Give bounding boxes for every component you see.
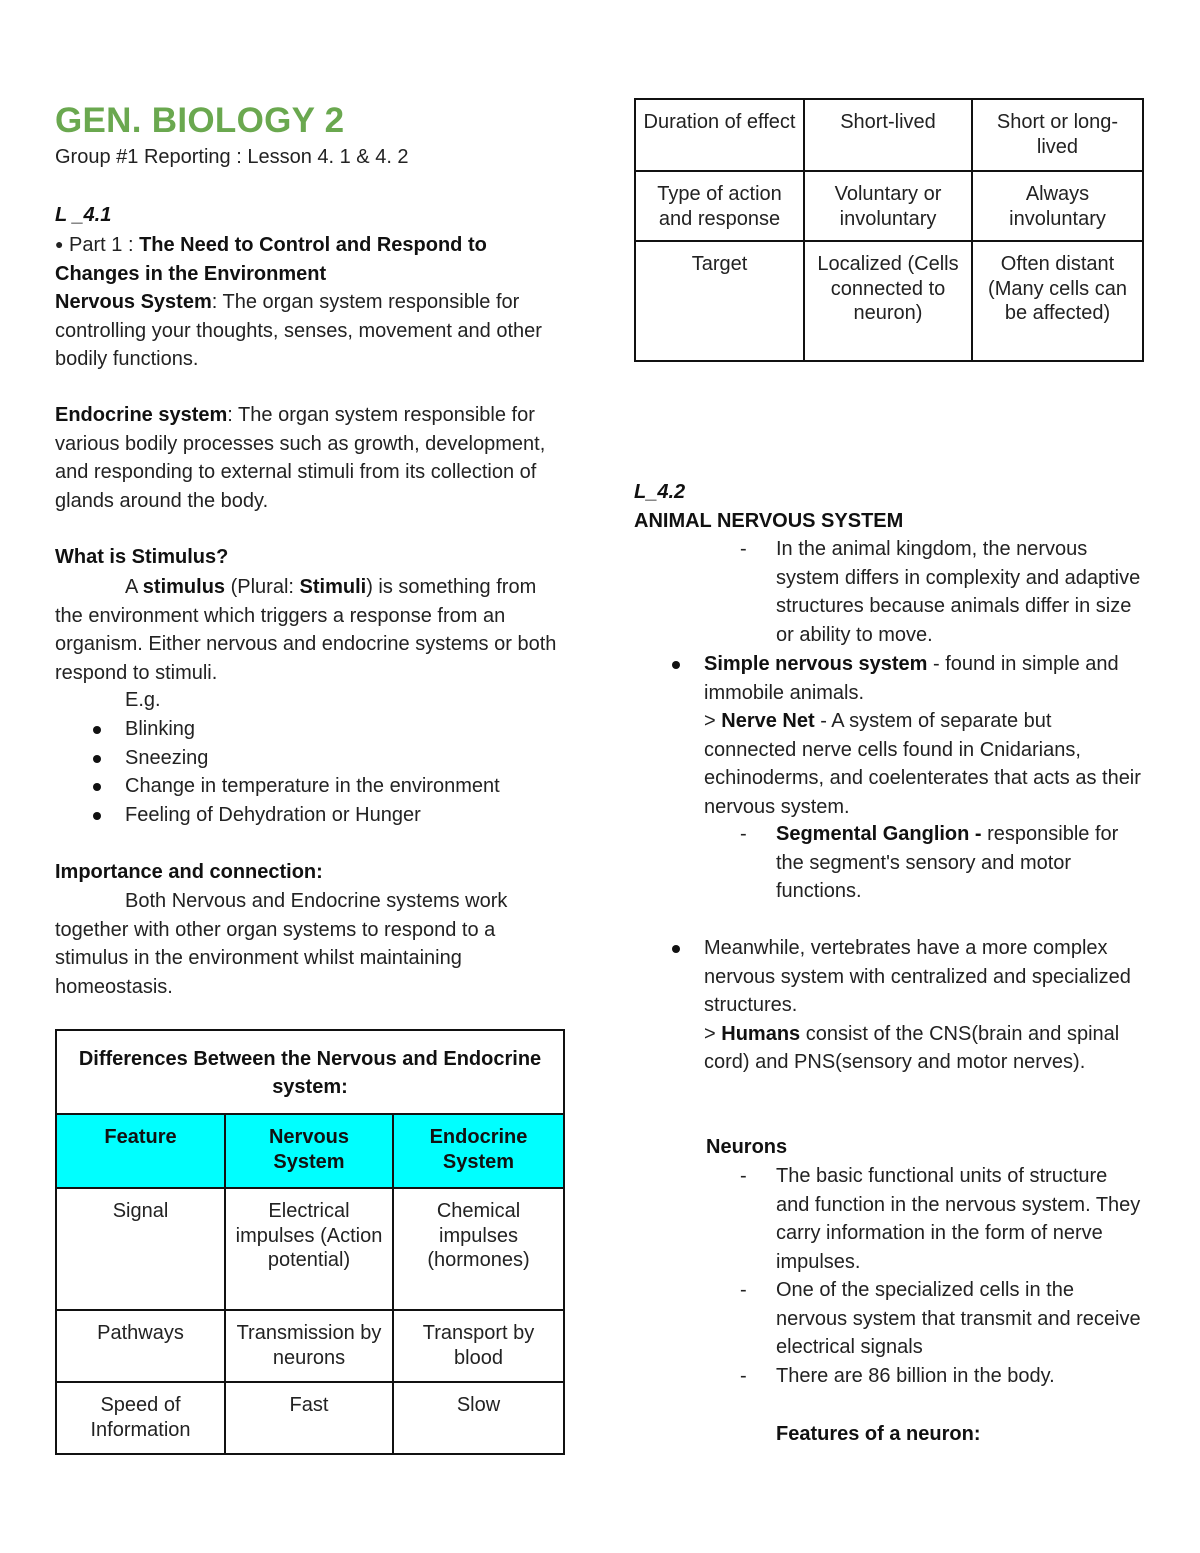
table-cell: Transmission by neurons: [225, 1310, 393, 1382]
table-cell: Often distant (Many cells can be affected): [972, 241, 1143, 361]
stimulus-examples-list: [55, 715, 567, 829]
endocrine-system-definition: Endocrine system: The organ system responsible for various bodily processes such as growth, development, and responding to external stimuli from its collection of glands around the body.: [55, 404, 546, 512]
table-cell: Duration of effect: [635, 99, 804, 171]
table-cell: Type of action and response: [635, 171, 804, 241]
importance-heading: Importance and connection:: [55, 861, 323, 883]
table-cell: Signal: [56, 1188, 225, 1310]
table-cell: Localized (Cells connected to neuron): [804, 241, 972, 361]
list-item: Sneezing: [55, 744, 567, 773]
section-title: ANIMAL NERVOUS SYSTEM: [634, 510, 904, 532]
lesson-4-2-label: L_4.2: [634, 481, 686, 503]
table-row: [56, 1382, 564, 1454]
list-item: Feeling of Dehydration or Hunger: [55, 801, 567, 830]
table-caption: Differences Between the Nervous and Endocrine system:: [56, 1030, 564, 1114]
list-item: Change in temperature in the environment: [55, 772, 567, 801]
table-cell: Speed of Information: [56, 1382, 225, 1454]
intro-list: [634, 535, 1146, 649]
differences-table-continued: [634, 98, 1144, 362]
table-cell: Always involuntary: [972, 171, 1143, 241]
stimulus-heading: What is Stimulus?: [55, 546, 229, 568]
table-row: [635, 99, 1143, 171]
simple-nervous-system-list: [634, 650, 1146, 821]
list-item: Meanwhile, vertebrates have a more complex nervous system with centralized and specialized structures. > Humans consist of the CNS(brain and spinal cord) and PNS(sensory and motor nerves).: [634, 934, 1146, 1077]
table-cell: Slow: [393, 1382, 564, 1454]
table-row: [56, 1188, 564, 1310]
table-cell: Target: [635, 241, 804, 361]
table-row: [635, 241, 1143, 361]
list-item: - Segmental Ganglion - responsible for the segment's sensory and motor functions.: [634, 820, 1146, 906]
list-item: - One of the specialized cells in the nervous system that transmit and receive electrical signals: [634, 1276, 1146, 1362]
list-item: - The basic functional units of structure and function in the nervous system. They carry information in the form of nerve impulses.: [634, 1162, 1146, 1276]
features-heading: Features of a neuron:: [776, 1423, 981, 1445]
list-item: Blinking: [55, 715, 567, 744]
differences-table: [55, 1029, 565, 1455]
table-row: [56, 1310, 564, 1382]
neurons-heading: Neurons: [706, 1136, 788, 1158]
table-cell: Pathways: [56, 1310, 225, 1382]
page-title: GEN. BIOLOGY 2: [55, 101, 345, 140]
table-cell: Transport by blood: [393, 1310, 564, 1382]
page-subtitle: Group #1 Reporting : Lesson 4. 1 & 4. 2: [55, 146, 409, 168]
nervous-system-definition: Nervous System: The organ system responsible for controlling your thoughts, senses, movement and other bodily functions.: [55, 291, 542, 370]
column-header: Nervous System: [225, 1114, 393, 1188]
column-header: Feature: [56, 1114, 225, 1188]
stimulus-definition: A stimulus (Plural: Stimuli) is something from the environment which triggers a response from an organism. Either nervous and endocrine systems or both respond to stimuli.: [55, 576, 557, 684]
vertebrates-list: [634, 934, 1146, 1077]
table-cell: Short or long-lived: [972, 99, 1143, 171]
column-header: Endocrine System: [393, 1114, 564, 1188]
neurons-list: [634, 1162, 1146, 1390]
example-label: E.g.: [125, 689, 161, 711]
table-cell: Electrical impulses (Action potential): [225, 1188, 393, 1310]
importance-text: Both Nervous and Endocrine systems work together with other organ systems to respond to a stimulus in the environment whilst maintaining homeostasis.: [55, 890, 508, 998]
part-1-heading: ● Part 1 : The Need to Control and Respond to Changes in the Environment: [55, 234, 487, 285]
list-item: - There are 86 billion in the body.: [634, 1362, 1146, 1391]
lesson-4-1-label: L _4.1: [55, 204, 112, 226]
table-cell: Chemical impulses (hormones): [393, 1188, 564, 1310]
table-row: [635, 171, 1143, 241]
bullet-icon: ●: [55, 236, 64, 252]
list-item: Simple nervous system - found in simple and immobile animals. > Nerve Net - A system of separate but connected nerve cells found in Cnidarians, echinoderms, and coelenterates that acts as their nervous system.: [634, 650, 1146, 821]
table-cell: Short-lived: [804, 99, 972, 171]
table-cell: Voluntary or involuntary: [804, 171, 972, 241]
table-cell: Fast: [225, 1382, 393, 1454]
table-header-row: [56, 1114, 564, 1188]
ganglion-list: [634, 820, 1146, 906]
list-item: - In the animal kingdom, the nervous system differs in complexity and adaptive structures because animals differ in size or ability to move.: [634, 535, 1146, 649]
